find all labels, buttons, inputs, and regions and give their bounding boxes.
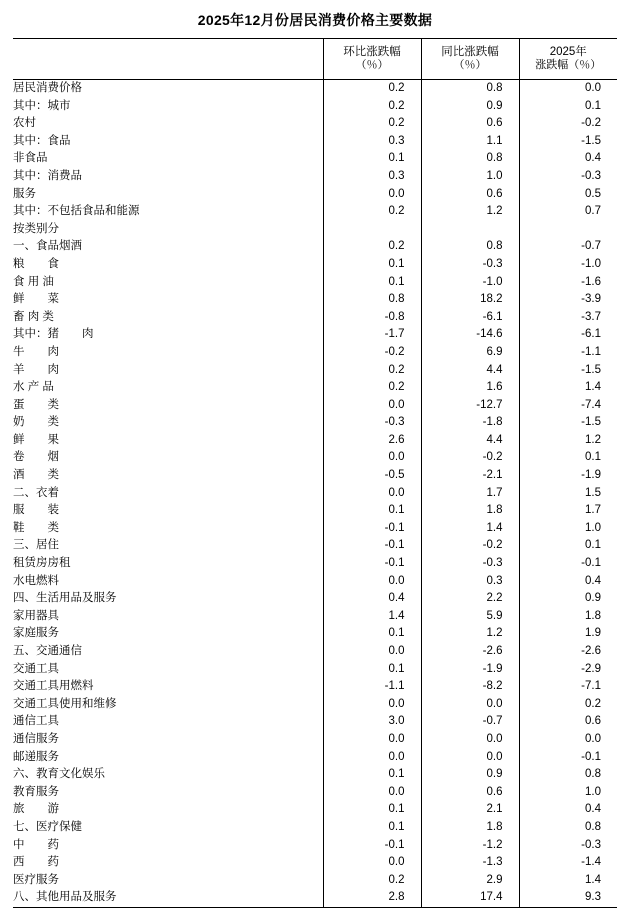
row-value-yoy: 1.7 bbox=[421, 485, 519, 503]
header-yoy-line1: 同比涨跌幅 bbox=[441, 45, 499, 58]
row-label: 非食品 bbox=[13, 152, 48, 165]
row-value-mom: 1.4 bbox=[323, 608, 421, 626]
row-label: 服务 bbox=[13, 187, 36, 200]
row-value-yoy: -1.8 bbox=[421, 414, 519, 432]
row-value-mom: 0.3 bbox=[323, 133, 421, 151]
page-title: 2025年12月份居民消费价格主要数据 bbox=[197, 12, 433, 28]
row-value-mom: -0.1 bbox=[323, 837, 421, 855]
row-label: 卷 烟 bbox=[13, 451, 59, 464]
table-row bbox=[13, 274, 617, 292]
row-label: 鲜 菜 bbox=[13, 293, 59, 306]
row-value-annual: 0.4 bbox=[519, 150, 617, 168]
table-row bbox=[13, 168, 617, 186]
row-value-mom: 0.0 bbox=[323, 854, 421, 872]
row-value-mom: 0.2 bbox=[323, 379, 421, 397]
table-row bbox=[13, 98, 617, 116]
table-row bbox=[13, 661, 617, 679]
row-value-mom: 0.1 bbox=[323, 625, 421, 643]
row-label: 家庭服务 bbox=[13, 627, 59, 640]
row-label: 其中：城市 bbox=[13, 99, 71, 112]
row-label: 水电燃料 bbox=[13, 574, 59, 587]
row-label: 奶 类 bbox=[13, 416, 59, 429]
row-value-yoy: 2.9 bbox=[421, 872, 519, 890]
table-row bbox=[13, 713, 617, 731]
table-row bbox=[13, 678, 617, 696]
row-label: 七、医疗保健 bbox=[13, 820, 82, 833]
row-value-annual: -0.1 bbox=[519, 749, 617, 767]
row-value-annual: -2.9 bbox=[519, 661, 617, 679]
table-row bbox=[13, 414, 617, 432]
row-value-annual bbox=[519, 221, 617, 239]
row-value-annual: 0.7 bbox=[519, 203, 617, 221]
table-row bbox=[13, 485, 617, 503]
row-label: 农村 bbox=[13, 117, 36, 130]
row-value-mom: 0.1 bbox=[323, 819, 421, 837]
row-label: 按类别分 bbox=[13, 222, 59, 235]
row-value-mom: 2.8 bbox=[323, 889, 421, 907]
table-row bbox=[13, 432, 617, 450]
row-value-yoy: 1.0 bbox=[421, 168, 519, 186]
row-value-mom: 0.2 bbox=[323, 238, 421, 256]
row-value-mom: 0.0 bbox=[323, 397, 421, 415]
row-value-mom: 0.0 bbox=[323, 186, 421, 204]
row-label: 家用器具 bbox=[13, 609, 59, 622]
row-label: 教育服务 bbox=[13, 785, 59, 798]
row-value-yoy: -6.1 bbox=[421, 309, 519, 327]
row-value-annual: 0.1 bbox=[519, 449, 617, 467]
row-value-yoy: 4.4 bbox=[421, 362, 519, 380]
row-value-annual: 0.8 bbox=[519, 766, 617, 784]
row-value-yoy: 2.2 bbox=[421, 590, 519, 608]
row-value-annual: -3.7 bbox=[519, 309, 617, 327]
row-value-mom: -0.1 bbox=[323, 520, 421, 538]
table-row bbox=[13, 590, 617, 608]
row-value-mom: -1.7 bbox=[323, 326, 421, 344]
row-value-annual: -1.4 bbox=[519, 854, 617, 872]
table-row bbox=[13, 309, 617, 327]
row-value-mom: 0.0 bbox=[323, 485, 421, 503]
table-row bbox=[13, 520, 617, 538]
row-label: 二、衣着 bbox=[13, 486, 59, 499]
row-label: 八、其他用品及服务 bbox=[13, 889, 323, 907]
header-annual-line1: 2025年 bbox=[549, 45, 587, 58]
row-label: 通信工具 bbox=[13, 715, 59, 728]
row-value-mom: 0.1 bbox=[323, 256, 421, 274]
table-row bbox=[13, 784, 617, 802]
table-row bbox=[13, 186, 617, 204]
row-value-mom: 0.2 bbox=[323, 98, 421, 116]
row-value-annual: -1.9 bbox=[519, 467, 617, 485]
table-row bbox=[13, 837, 617, 855]
row-value-mom: 3.0 bbox=[323, 713, 421, 731]
row-value-yoy: 4.4 bbox=[421, 432, 519, 450]
row-value-mom: -0.5 bbox=[323, 467, 421, 485]
row-value-annual: 0.0 bbox=[519, 80, 617, 98]
table-row bbox=[13, 608, 617, 626]
row-value-annual: -1.1 bbox=[519, 344, 617, 362]
row-value-annual: -1.6 bbox=[519, 274, 617, 292]
row-value-annual: -6.1 bbox=[519, 326, 617, 344]
row-value-mom: 0.2 bbox=[323, 362, 421, 380]
row-value-yoy: -0.2 bbox=[421, 449, 519, 467]
table-row bbox=[13, 115, 617, 133]
row-value-annual: 0.4 bbox=[519, 573, 617, 591]
row-value-mom: 0.1 bbox=[323, 150, 421, 168]
table-row bbox=[13, 854, 617, 872]
table-row bbox=[13, 467, 617, 485]
row-label: 租赁房房租 bbox=[13, 557, 71, 570]
row-value-annual: -7.1 bbox=[519, 678, 617, 696]
row-label: 通信服务 bbox=[13, 732, 59, 745]
table-row bbox=[13, 379, 617, 397]
row-label: 交通工具 bbox=[13, 662, 59, 675]
row-value-yoy: 1.6 bbox=[421, 379, 519, 397]
table-header-row bbox=[13, 39, 617, 80]
row-label: 一、食品烟酒 bbox=[13, 240, 82, 253]
table-row bbox=[13, 872, 617, 890]
row-label: 食 用 油 bbox=[13, 275, 54, 288]
row-label: 酒 类 bbox=[13, 469, 59, 482]
row-value-yoy: 0.0 bbox=[421, 696, 519, 714]
row-label: 粮 食 bbox=[13, 257, 59, 270]
row-value-yoy: 1.8 bbox=[421, 819, 519, 837]
row-value-annual: 1.4 bbox=[519, 379, 617, 397]
row-value-annual: 1.0 bbox=[519, 520, 617, 538]
row-label: 其中：猪 肉 bbox=[13, 328, 94, 341]
row-label: 羊 肉 bbox=[13, 363, 59, 376]
header-mom-line1: 环比涨跌幅 bbox=[343, 45, 401, 58]
table-row bbox=[13, 150, 617, 168]
row-label: 五、交通通信 bbox=[13, 645, 82, 657]
row-value-annual: 1.0 bbox=[519, 784, 617, 802]
table-row bbox=[13, 801, 617, 819]
row-value-annual: -0.3 bbox=[519, 168, 617, 186]
row-value-mom: 0.3 bbox=[323, 168, 421, 186]
table-row bbox=[13, 133, 617, 151]
row-label: 旅 游 bbox=[13, 803, 59, 816]
row-value-mom: 0.1 bbox=[323, 661, 421, 679]
row-value-yoy: 0.8 bbox=[421, 238, 519, 256]
header-cell-annual bbox=[519, 39, 617, 80]
row-value-annual: -0.1 bbox=[519, 555, 617, 573]
row-value-yoy: -1.2 bbox=[421, 837, 519, 855]
row-value-yoy: 1.4 bbox=[421, 520, 519, 538]
row-value-mom: 0.0 bbox=[323, 749, 421, 767]
table-row bbox=[13, 889, 617, 907]
row-value-yoy: -1.0 bbox=[421, 274, 519, 292]
table-row bbox=[13, 344, 617, 362]
table-row bbox=[13, 80, 617, 98]
row-label: 交通工具使用和维修 bbox=[13, 697, 117, 710]
row-value-yoy: 0.9 bbox=[421, 98, 519, 116]
table-row bbox=[13, 625, 617, 643]
row-value-annual: -1.5 bbox=[519, 133, 617, 151]
table-row bbox=[13, 731, 617, 749]
row-value-annual: -1.5 bbox=[519, 362, 617, 380]
row-value-mom: 0.0 bbox=[323, 784, 421, 802]
row-label: 蛋 类 bbox=[13, 398, 59, 411]
row-value-mom bbox=[323, 221, 421, 239]
row-label: 四、生活用品及服务 bbox=[13, 592, 117, 605]
row-label: 畜 肉 类 bbox=[13, 310, 54, 323]
row-value-annual: 0.1 bbox=[519, 98, 617, 116]
table-row bbox=[13, 502, 617, 520]
row-label: 其中：食品 bbox=[13, 134, 71, 147]
table-row bbox=[13, 749, 617, 767]
row-value-mom: 0.1 bbox=[323, 502, 421, 520]
row-label: 鲜 果 bbox=[13, 433, 59, 446]
row-value-mom: 0.0 bbox=[323, 573, 421, 591]
row-value-yoy: 0.8 bbox=[421, 150, 519, 168]
row-value-annual: -1.0 bbox=[519, 256, 617, 274]
table-row bbox=[13, 397, 617, 415]
header-mom-line2: （％） bbox=[355, 59, 389, 72]
row-value-yoy: 6.9 bbox=[421, 344, 519, 362]
header-yoy-line2: （％） bbox=[453, 59, 487, 72]
row-value-yoy: 1.8 bbox=[421, 502, 519, 520]
row-label: 鞋 类 bbox=[13, 521, 59, 534]
table-row bbox=[13, 291, 617, 309]
row-value-yoy: -12.7 bbox=[421, 397, 519, 415]
row-value-mom: 0.1 bbox=[323, 801, 421, 819]
row-label: 邮递服务 bbox=[13, 750, 59, 763]
row-value-annual: 0.4 bbox=[519, 801, 617, 819]
row-value-annual: 1.9 bbox=[519, 625, 617, 643]
table-body bbox=[13, 80, 617, 908]
row-value-mom: 0.2 bbox=[323, 872, 421, 890]
row-label: 水 产 品 bbox=[13, 381, 54, 394]
row-value-annual: 0.6 bbox=[519, 713, 617, 731]
row-value-annual: 1.4 bbox=[519, 872, 617, 890]
row-value-mom: -1.1 bbox=[323, 678, 421, 696]
row-value-annual: -7.4 bbox=[519, 397, 617, 415]
row-value-yoy: 5.9 bbox=[421, 608, 519, 626]
table-row bbox=[13, 643, 617, 661]
row-value-yoy: 0.0 bbox=[421, 731, 519, 749]
row-value-yoy: 1.2 bbox=[421, 625, 519, 643]
row-value-mom: 0.4 bbox=[323, 590, 421, 608]
row-value-mom: 0.1 bbox=[323, 274, 421, 292]
row-value-mom: 0.0 bbox=[323, 643, 421, 661]
table-row bbox=[13, 221, 617, 239]
row-value-annual: 0.1 bbox=[519, 537, 617, 555]
header-cell-yoy bbox=[421, 39, 519, 80]
row-value-yoy: -0.3 bbox=[421, 555, 519, 573]
row-value-yoy: -0.7 bbox=[421, 713, 519, 731]
row-value-yoy: 17.4 bbox=[421, 889, 519, 907]
row-value-annual: 9.3 bbox=[519, 889, 617, 907]
row-value-yoy: -1.3 bbox=[421, 854, 519, 872]
table-row bbox=[13, 203, 617, 221]
row-value-mom: 0.2 bbox=[323, 115, 421, 133]
row-value-yoy: 0.9 bbox=[421, 766, 519, 784]
header-cell-mom bbox=[323, 39, 421, 80]
row-value-yoy: 0.6 bbox=[421, 186, 519, 204]
row-value-mom: 0.2 bbox=[323, 203, 421, 221]
row-value-yoy: 0.6 bbox=[421, 115, 519, 133]
row-value-mom: 0.8 bbox=[323, 291, 421, 309]
table-row bbox=[13, 362, 617, 380]
row-value-annual: 0.2 bbox=[519, 696, 617, 714]
row-label: 居民消费价格 bbox=[13, 82, 82, 94]
header-annual-line2: 涨跌幅（％） bbox=[535, 59, 602, 72]
row-value-yoy: 1.2 bbox=[421, 203, 519, 221]
row-value-mom: -0.8 bbox=[323, 309, 421, 327]
table-row bbox=[13, 555, 617, 573]
row-value-yoy: -0.3 bbox=[421, 256, 519, 274]
row-value-mom: -0.2 bbox=[323, 344, 421, 362]
row-value-yoy: 0.0 bbox=[421, 749, 519, 767]
row-value-annual: 1.2 bbox=[519, 432, 617, 450]
row-value-yoy bbox=[421, 221, 519, 239]
row-value-yoy: -1.9 bbox=[421, 661, 519, 679]
table-row bbox=[13, 256, 617, 274]
row-value-mom: 0.2 bbox=[323, 80, 421, 98]
cpi-data-table bbox=[13, 38, 617, 908]
row-value-annual: -0.3 bbox=[519, 837, 617, 855]
table-row bbox=[13, 766, 617, 784]
row-value-yoy: -14.6 bbox=[421, 326, 519, 344]
row-label: 服 装 bbox=[13, 504, 59, 517]
row-value-yoy: -2.6 bbox=[421, 643, 519, 661]
row-value-yoy: 0.6 bbox=[421, 784, 519, 802]
row-value-mom: 0.1 bbox=[323, 766, 421, 784]
row-value-annual: -1.5 bbox=[519, 414, 617, 432]
row-value-yoy: -0.2 bbox=[421, 537, 519, 555]
row-value-annual: 0.9 bbox=[519, 590, 617, 608]
header-cell-blank bbox=[13, 39, 323, 80]
row-value-yoy: 1.1 bbox=[421, 133, 519, 151]
table-row bbox=[13, 326, 617, 344]
row-label: 牛 肉 bbox=[13, 345, 59, 358]
row-value-yoy: 2.1 bbox=[421, 801, 519, 819]
row-label: 三、居住 bbox=[13, 539, 59, 552]
row-value-annual: 0.5 bbox=[519, 186, 617, 204]
row-value-yoy: -2.1 bbox=[421, 467, 519, 485]
row-value-mom: -0.3 bbox=[323, 414, 421, 432]
row-value-annual: 0.8 bbox=[519, 819, 617, 837]
table-row bbox=[13, 573, 617, 591]
row-label: 西 药 bbox=[13, 856, 59, 869]
row-value-mom: 0.0 bbox=[323, 696, 421, 714]
row-value-annual: -3.9 bbox=[519, 291, 617, 309]
row-value-annual: -0.2 bbox=[519, 115, 617, 133]
row-value-mom: -0.1 bbox=[323, 555, 421, 573]
row-value-yoy: 0.8 bbox=[421, 80, 519, 98]
row-label: 交通工具用燃料 bbox=[13, 680, 94, 693]
row-value-yoy: 0.3 bbox=[421, 573, 519, 591]
table-row bbox=[13, 238, 617, 256]
row-value-annual: 1.7 bbox=[519, 502, 617, 520]
row-value-mom: 2.6 bbox=[323, 432, 421, 450]
row-value-yoy: 18.2 bbox=[421, 291, 519, 309]
row-value-annual: 1.8 bbox=[519, 608, 617, 626]
table-row bbox=[13, 819, 617, 837]
table-row bbox=[13, 537, 617, 555]
row-value-mom: -0.1 bbox=[323, 537, 421, 555]
row-value-annual: -2.6 bbox=[519, 643, 617, 661]
table-row bbox=[13, 696, 617, 714]
row-label: 其中：消费品 bbox=[13, 169, 82, 182]
row-value-annual: 1.5 bbox=[519, 485, 617, 503]
row-label: 六、教育文化娱乐 bbox=[13, 768, 105, 781]
row-label: 医疗服务 bbox=[13, 873, 59, 886]
row-label: 其中：不包括食品和能源 bbox=[13, 205, 140, 218]
row-value-mom: 0.0 bbox=[323, 731, 421, 749]
row-value-annual: -0.7 bbox=[519, 238, 617, 256]
row-value-yoy: -8.2 bbox=[421, 678, 519, 696]
table-row bbox=[13, 449, 617, 467]
row-label: 中 药 bbox=[13, 838, 59, 851]
row-value-mom: 0.0 bbox=[323, 449, 421, 467]
row-value-annual: 0.0 bbox=[519, 731, 617, 749]
